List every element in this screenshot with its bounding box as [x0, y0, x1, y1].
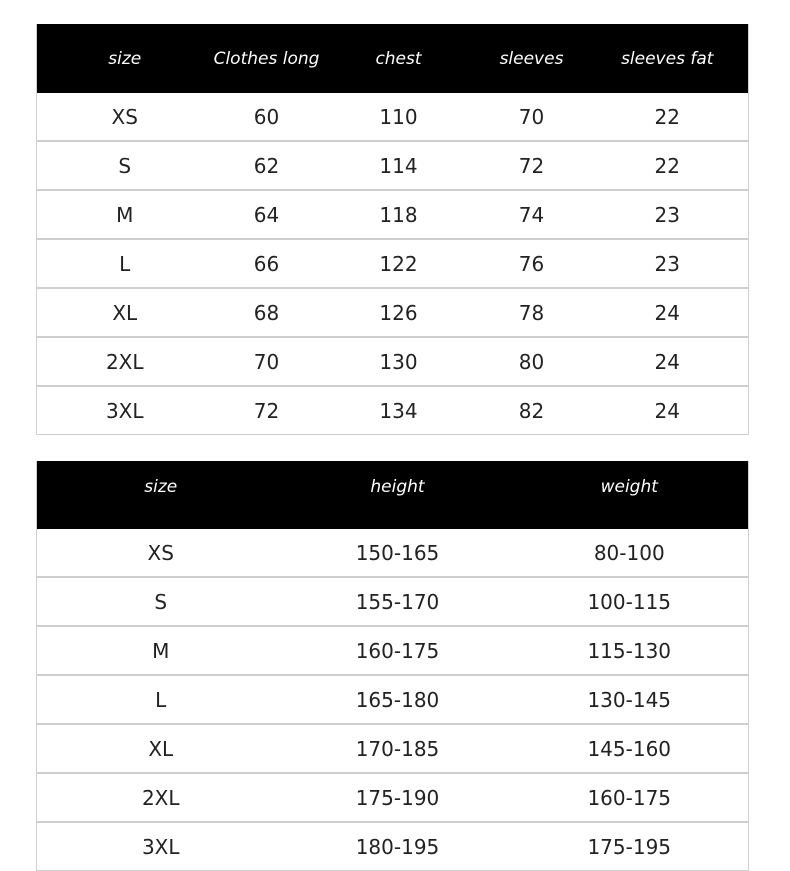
- cell-sleeves-fat: 24: [587, 337, 749, 386]
- cell-height: 160-175: [285, 626, 511, 675]
- cell-sleeves: 78: [477, 288, 587, 337]
- header-size: size: [108, 48, 142, 69]
- cell-size: 3XL: [37, 822, 285, 871]
- cell-height: 150-165: [355, 540, 440, 565]
- cell-clothes-long: 72: [213, 386, 321, 435]
- cell-size: S: [37, 141, 213, 190]
- header-spacer: [37, 513, 749, 529]
- table-row: [37, 93, 749, 141]
- cell-clothes-long: 60: [253, 104, 280, 129]
- table-row: [37, 386, 749, 435]
- cell-height: 165-180: [285, 675, 511, 724]
- cell-sleeves: 72: [477, 141, 587, 190]
- table-row: [37, 529, 749, 577]
- header-size: size: [144, 477, 178, 497]
- table-header-row: [37, 24, 749, 93]
- cell-sleeves: 70: [518, 104, 545, 129]
- table-row: [37, 288, 749, 337]
- cell-height: 170-185: [285, 724, 511, 773]
- cell-clothes-long: 64: [213, 190, 321, 239]
- cell-chest: 130: [321, 337, 477, 386]
- cell-weight: 130-145: [511, 675, 749, 724]
- fit-size-table: [36, 461, 749, 871]
- table-row: [37, 675, 749, 724]
- header-clothes-long: Clothes long: [213, 48, 320, 69]
- cell-height: 175-190: [285, 773, 511, 822]
- table-row: [37, 724, 749, 773]
- cell-size: M: [37, 190, 213, 239]
- cell-size: L: [37, 239, 213, 288]
- cell-weight: 80-100: [593, 540, 665, 565]
- cell-size: 3XL: [37, 386, 213, 435]
- cell-clothes-long: 68: [213, 288, 321, 337]
- header-sleeves-fat: sleeves fat: [621, 48, 714, 69]
- table-row: [37, 239, 749, 288]
- header-spacer-cell: [37, 513, 749, 529]
- measurements-size-table: [36, 24, 749, 435]
- cell-sleeves: 82: [477, 386, 587, 435]
- cell-size: XL: [37, 288, 213, 337]
- cell-height: 180-195: [285, 822, 511, 871]
- cell-sleeves: 74: [477, 190, 587, 239]
- cell-sleeves: 80: [477, 337, 587, 386]
- cell-chest: 126: [321, 288, 477, 337]
- header-weight: weight: [600, 477, 658, 497]
- cell-weight: 100-115: [511, 577, 749, 626]
- header-height: height: [370, 477, 425, 497]
- table-row: [37, 822, 749, 871]
- cell-chest: 110: [379, 104, 418, 129]
- cell-size: L: [37, 675, 285, 724]
- cell-chest: 114: [321, 141, 477, 190]
- table-row: [37, 773, 749, 822]
- cell-size: M: [37, 626, 285, 675]
- cell-weight: 175-195: [511, 822, 749, 871]
- cell-size: XS: [111, 104, 138, 129]
- table-row: [37, 626, 749, 675]
- table-row: [37, 141, 749, 190]
- cell-clothes-long: 66: [213, 239, 321, 288]
- cell-weight: 145-160: [511, 724, 749, 773]
- cell-height: 155-170: [285, 577, 511, 626]
- table-row: [37, 337, 749, 386]
- cell-sleeves-fat: 23: [587, 190, 749, 239]
- cell-sleeves-fat: 22: [654, 104, 680, 129]
- cell-sleeves: 76: [477, 239, 587, 288]
- cell-size: XL: [37, 724, 285, 773]
- cell-sleeves-fat: 24: [587, 386, 749, 435]
- table-header-row: [37, 461, 749, 513]
- cell-sleeves-fat: 23: [587, 239, 749, 288]
- cell-weight: 115-130: [511, 626, 749, 675]
- table-row: [37, 190, 749, 239]
- header-sleeves: sleeves: [499, 48, 564, 69]
- cell-chest: 134: [321, 386, 477, 435]
- cell-chest: 118: [321, 190, 477, 239]
- cell-size: 2XL: [37, 337, 213, 386]
- cell-clothes-long: 70: [213, 337, 321, 386]
- cell-size: S: [37, 577, 285, 626]
- cell-size: XS: [147, 540, 174, 565]
- header-chest: chest: [375, 48, 422, 69]
- cell-sleeves-fat: 24: [587, 288, 749, 337]
- cell-clothes-long: 62: [213, 141, 321, 190]
- table-row: [37, 577, 749, 626]
- cell-size: 2XL: [37, 773, 285, 822]
- cell-sleeves-fat: 22: [587, 141, 749, 190]
- cell-weight: 160-175: [511, 773, 749, 822]
- cell-chest: 122: [321, 239, 477, 288]
